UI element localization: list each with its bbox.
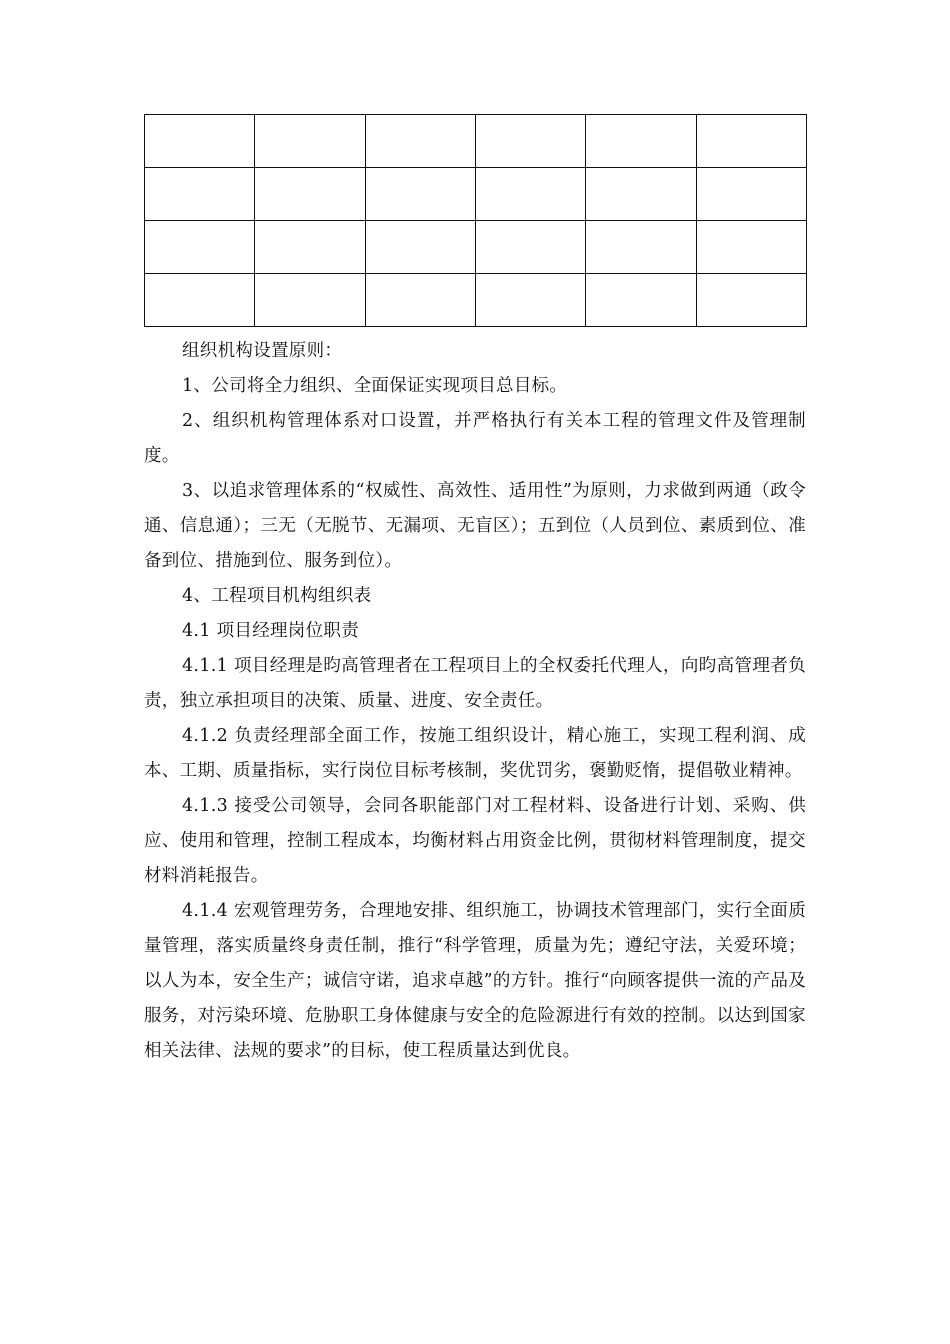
paragraph-4-1-2: 4.1.2 负责经理部全面工作，按施工组织设计，精心施工，实现工程利润、成本、工期、质量指标，实行岗位目标考核制，奖优罚劣，褒勤贬惰，提倡敬业精神。 [144, 726, 806, 781]
table-cell [696, 274, 806, 327]
table-cell [586, 168, 696, 221]
table-cell [696, 115, 806, 168]
table-cell [475, 221, 585, 274]
table-row [145, 115, 807, 168]
table-row [145, 221, 807, 274]
table-cell [475, 115, 585, 168]
table-cell [145, 274, 255, 327]
table-cell [696, 221, 806, 274]
table-cell [586, 115, 696, 168]
paragraph-4-1-1: 4.1.1 项目经理是昀高管理者在工程项目上的全权委托代理人，向昀高管理者负责，独立承担项目的决策、质量、进度、安全责任。 [144, 656, 806, 711]
table-cell [255, 221, 365, 274]
table-row [145, 274, 807, 327]
table-cell [586, 274, 696, 327]
section-heading-principles: 组织机构设置原则： [182, 341, 343, 361]
table-cell [255, 115, 365, 168]
table-cell [365, 221, 475, 274]
empty-table [144, 114, 807, 327]
table-cell [255, 168, 365, 221]
table-cell [145, 115, 255, 168]
paragraph-principle-1: 1、公司将全力组织、全面保证实现项目总目标。 [182, 376, 568, 396]
paragraph-org-table: 4、工程项目机构组织表 [182, 586, 372, 606]
table-cell [365, 274, 475, 327]
paragraph-principle-2: 2、组织机构管理体系对口设置，并严格执行有关本工程的管理文件及管理制度。 [144, 411, 806, 466]
body-text [144, 334, 806, 1069]
table-cell [145, 221, 255, 274]
table-cell [586, 221, 696, 274]
table-cell [475, 274, 585, 327]
table-cell [696, 168, 806, 221]
paragraph-4-1-3: 4.1.3 接受公司领导，会同各职能部门对工程材料、设备进行计划、采购、供应、使用和管理，控制工程成本，均衡材料占用资金比例，贯彻材料管理制度，提交材料消耗报告。 [144, 796, 806, 886]
table-cell [475, 168, 585, 221]
table-row [145, 168, 807, 221]
table-cell [255, 274, 365, 327]
table-cell [145, 168, 255, 221]
table-cell [365, 168, 475, 221]
paragraph-principle-3: 3、以追求管理体系的“权威性、高效性、适用性”为原则，力求做到两通（政令通、信息通）；三无（无脱节、无漏项、无盲区）；五到位（人员到位、素质到位、准备到位、措施到位、服务到位）。 [144, 481, 806, 571]
paragraph-4-1-4: 4.1.4 宏观管理劳务，合理地安排、组织施工，协调技术管理部门，实行全面质量管理，落实质量终身责任制，推行“科学管理，质量为先；遵纪守法，关爱环境；以人为本，安全生产；诚信守诺，追求卓越”的方针。推行“向顾客提供一流的产品及服务，对污染环境、危胁职工身体健康与安全的危险源进行有效的控制。以达到国家相关法律、法规的要求”的目标，使工程质量达到优良。 [144, 901, 806, 1061]
subsection-heading-pm-duties: 4.1 项目经理岗位职责 [182, 621, 359, 641]
table-cell [365, 115, 475, 168]
